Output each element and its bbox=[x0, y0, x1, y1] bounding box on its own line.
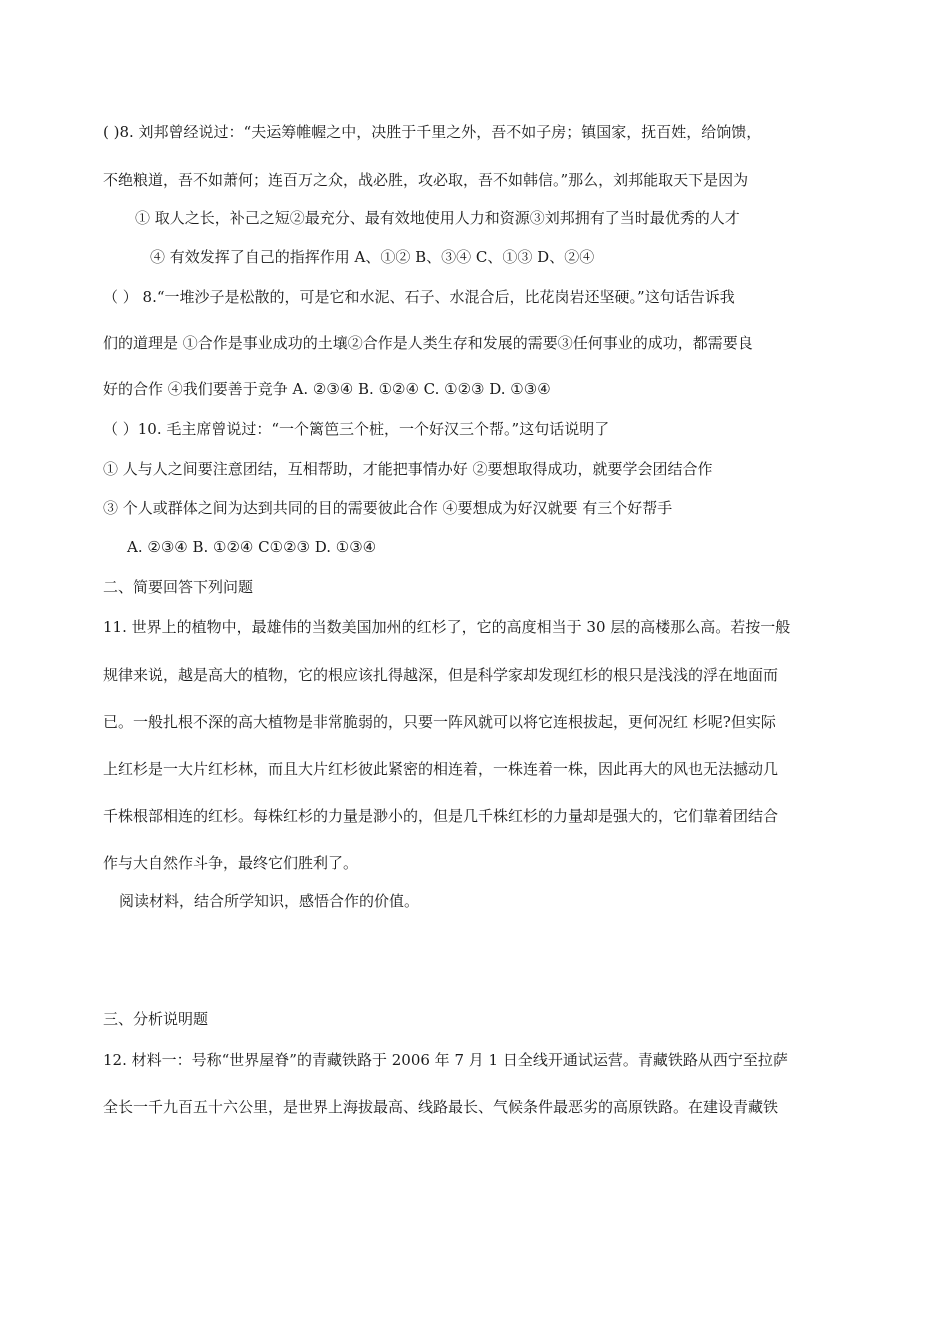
question-11-line-4: 上红杉是一大片红杉林，而且大片红杉彼此紧密的相连着，一株连着一株，因此再大的风也无法撼动几 bbox=[103, 760, 779, 778]
question-8a-statements: ① 取人之长，补己之短②最充分、最有效地使用人力和资源③刘邦拥有了当时最优秀的人才 bbox=[135, 209, 740, 227]
question-8b-line-2: 们的道理是 ①合作是事业成功的土壤②合作是人类生存和发展的需要③任何事业的成功，都需要良 bbox=[103, 334, 753, 352]
question-12-line-1: 12. 材料一：号称“世界屋脊”的青藏铁路于 2006 年 7 月 1 日全线开通试运营。青藏铁路从西宁至拉萨 bbox=[103, 1051, 788, 1069]
question-11-line-5: 千株根部相连的红杉。每株红杉的力量是渺小的，但是几千株红杉的力量却是强大的，它们靠着团结合 bbox=[103, 807, 779, 825]
question-11-prompt: 阅读材料，结合所学知识，感悟合作的价值。 bbox=[119, 892, 420, 910]
question-8a-options: ④ 有效发挥了自己的指挥作用 A、①② B、③④ C、①③ D、②④ bbox=[150, 248, 595, 266]
question-10-statements-1: ① 人与人之间要注意团结，互相帮助，才能把事情办好 ②要想取得成功，就要学会团结合作 bbox=[103, 460, 713, 478]
section-2-heading: 二、简要回答下列问题 bbox=[103, 578, 254, 596]
question-8a-line-1: ( )8. 刘邦曾经说过：“夫运筹帷幄之中，决胜于千里之外，吾不如子房；镇国家，抚百姓，给饷馈， bbox=[103, 123, 762, 141]
question-10-statements-2: ③ 个人或群体之间为达到共同的目的需要彼此合作 ④要想成为好汉就要 有三个好帮手 bbox=[103, 499, 673, 517]
question-10-stem: （ ）10. 毛主席曾说过：“一个篱笆三个桩，一个好汉三个帮。”这句话说明了 bbox=[103, 420, 610, 438]
question-10-options: A. ②③④ B. ①②④ C①②③ D. ①③④ bbox=[127, 538, 377, 556]
section-3-heading: 三、分析说明题 bbox=[103, 1010, 209, 1028]
question-8a-line-2: 不绝粮道，吾不如萧何；连百万之众，战必胜，攻必取，吾不如韩信。”那么，刘邦能取天下是因为 bbox=[103, 171, 749, 189]
question-11-line-6: 作与大自然作斗争，最终它们胜利了。 bbox=[103, 854, 359, 872]
question-12-line-2: 全长一千九百五十六公里，是世界上海拔最高、线路最长、气候条件最恶劣的高原铁路。在建设青藏铁 bbox=[103, 1098, 779, 1116]
question-8b-options: 好的合作 ④我们要善于竞争 A. ②③④ B. ①②④ C. ①②③ D. ①③④ bbox=[103, 380, 551, 398]
question-8b-line-1: （ ） 8.“一堆沙子是松散的，可是它和水泥、石子、水混合后，比花岗岩还坚硬。”这句话告诉我 bbox=[103, 288, 735, 306]
question-11-line-3: 已。一般扎根不深的高大植物是非常脆弱的，只要一阵风就可以将它连根拔起，更何况红 杉呢?但实际 bbox=[103, 713, 776, 731]
question-11-line-2: 规律来说，越是高大的植物，它的根应该扎得越深，但是科学家却发现红杉的根只是浅浅的浮在地面而 bbox=[103, 666, 779, 684]
question-11-line-1: 11. 世界上的植物中，最雄伟的当数美国加州的红杉了，它的高度相当于 30 层的高楼那么高。若按一般 bbox=[103, 618, 791, 636]
